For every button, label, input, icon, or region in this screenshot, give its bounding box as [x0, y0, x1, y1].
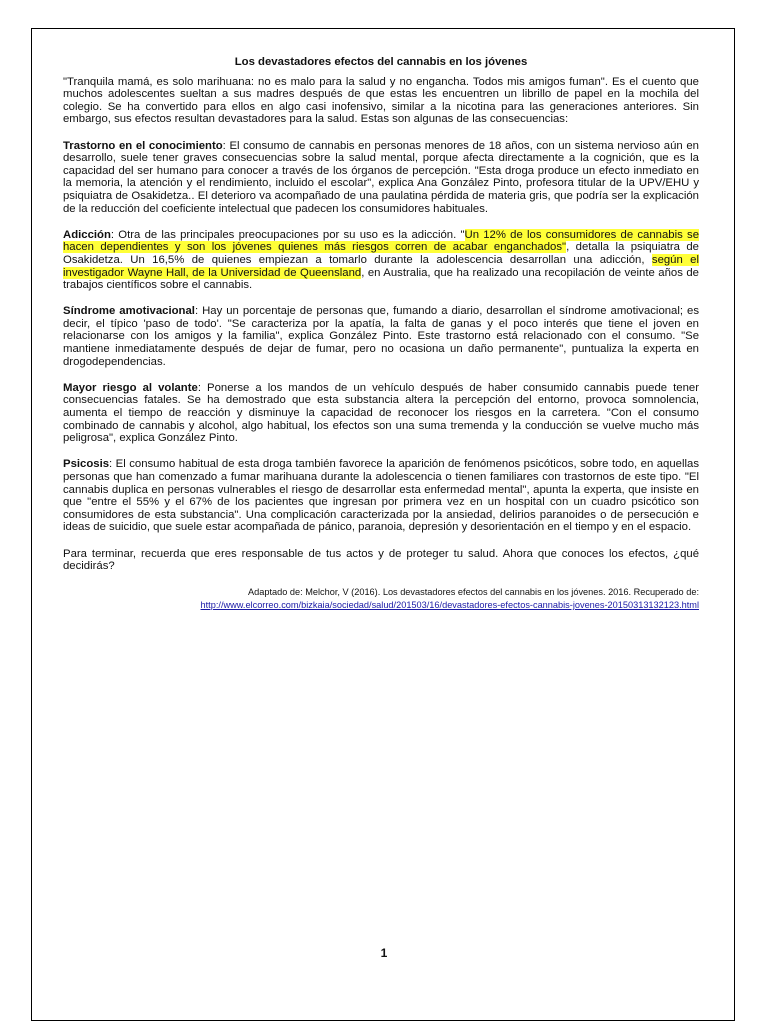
source-link[interactable]: http://www.elcorreo.com/bizkaia/sociedad/salud/201503/16/devastadores-efectos-cannabis-jovenes-20150313132123.html: [200, 599, 699, 610]
section-heading: Psicosis: [63, 458, 110, 471]
intro-paragraph: "Tranquila mamá, es solo marihuana: no es malo para la salud y no engancha. Todos mis amigos fuman". Es el cuento que muchos adolescentes sueltan a sus madres después de que estas les encuentren un librillo de papel en la mochila del colegio. Se ha convertido para ellos en algo casi inofensivo, similar a la nicotina para las generaciones anteriores. Sin embargo, sus efectos resultan devastadores para la salud. Estas son algunas de las consecuencias:: [63, 75, 699, 126]
document-page: [31, 28, 735, 1021]
section-trastorno: [63, 140, 699, 216]
section-adiccion: [63, 229, 699, 292]
page-number: 1: [380, 946, 388, 960]
citation: [63, 586, 699, 611]
highlighted-text: Un 12% de los consumidores de cannabis se hacen dependientes y son los jóvenes quienes más riesgos corren de acabar enganchados": [63, 228, 699, 254]
document-title: Los devastadores efectos del cannabis en los jóvenes: [234, 56, 528, 68]
section-heading: Síndrome amotivacional: [63, 305, 195, 318]
highlighted-text: según el investigador Wayne Hall, de la Universidad de Queensland: [63, 253, 700, 279]
section-psicosis: [63, 458, 699, 534]
section-sindrome: [63, 305, 699, 368]
section-heading: Adicción: [63, 228, 111, 241]
closing-paragraph: Para terminar, recuerda que eres responsable de tus actos y de proteger tu salud. Ahora que conoces los efectos, ¿qué decidirás?: [63, 547, 699, 573]
section-heading: Mayor riesgo al volante: [63, 381, 198, 394]
section-text: : El consumo habitual de esta droga también favorece la aparición de fenómenos psicóticos, sobre todo, en aquellas personas que han comenzado a fumar marihuana durante la adolescencia o tienen familiares con trastornos de este tipo. "El cannabis duplica en personas vulnerables el riesgo de desarrollar esta enfermedad mental", apunta la experta, que insiste en que "entre el 55% y el 67% de los pacientes que ingresan por primera vez en un hospital con un cuadro psicótico son consumidores de esta substancia". Una complicación caracterizada por la ansiedad, delirios paranoides o de persecución e ideas de suicidio, que suele estar acompañada de pánico, paranoia, depresión y desorientación en el tiempo y en el espacio.: [63, 458, 699, 534]
section-heading: Trastorno en el conocimiento: [63, 139, 223, 152]
document-body: [63, 56, 699, 611]
section-text: : El consumo de cannabis en personas menores de 18 años, con un sistema nervioso aún en desarrollo, suele tener graves consecuencias sobre la salud mental, porque afecta directamente a la cognición, que es la capacidad del ser humano para conocer a través de los órganos de percepción. "Esta droga produce un efecto inmediato en la memoria, la atención y el rendimiento, incluido el escolar", explica Ana González Pinto, profesora titular de la UPV/EHU y psiquiatra de Osakidetza.. El deterioro va acompañado de una paulatina pérdida de materia gris, que podría ser la explicación de la reducción del coeficiente intelectual que padecen los consumidores habituales.: [63, 139, 699, 215]
section-text: : Ponerse a los mandos de un vehículo después de haber consumido cannabis puede tener consecuencias fatales. Se ha demostrado que esta substancia altera la percepción del entorno, provoca somnolencia, aumenta el tiempo de reacción y disminuye la capacidad de reconocer los riesgos en la carretera. "Con el consumo combinado de cannabis y alcohol, algo habitual, los efectos son una suma tremenda y la conducción se vuelve mucho más peligrosa", explica González Pinto.: [63, 381, 699, 445]
citation-text: Adaptado de: Melchor, V (2016). Los devastadores efectos del cannabis en los jóvenes. 2016. Recuperado de:: [248, 587, 699, 598]
section-text: : Hay un porcentaje de personas que, fumando a diario, desarrollan el síndrome amotivacional; es decir, el típico 'paso de todo'. "Se caracteriza por la apatía, la falta de ganas y el poco interés que tiene el joven en relacionarse con los amigos y la familia", explica González Pinto. Este trastorno está relacionado con el consumo. "Se mantiene inmediatamente después de dejar de fumar, pero no ocasiona un daño permanente", puntualiza la experta en drogodependencias.: [63, 305, 699, 368]
section-volante: [63, 382, 699, 445]
section-text: , en Australia, que ha realizado una recopilación de veinte años de trabajos científicos sobre el cannabis.: [63, 266, 699, 292]
section-text: , detalla la psiquiatra de Osakidetza. Un 16,5% de quienes empiezan a tomarlo durante la adolescencia desarrollan una adicción,: [63, 241, 699, 266]
section-text: : Otra de las principales preocupaciones por su uso es la adicción. ": [110, 228, 465, 241]
